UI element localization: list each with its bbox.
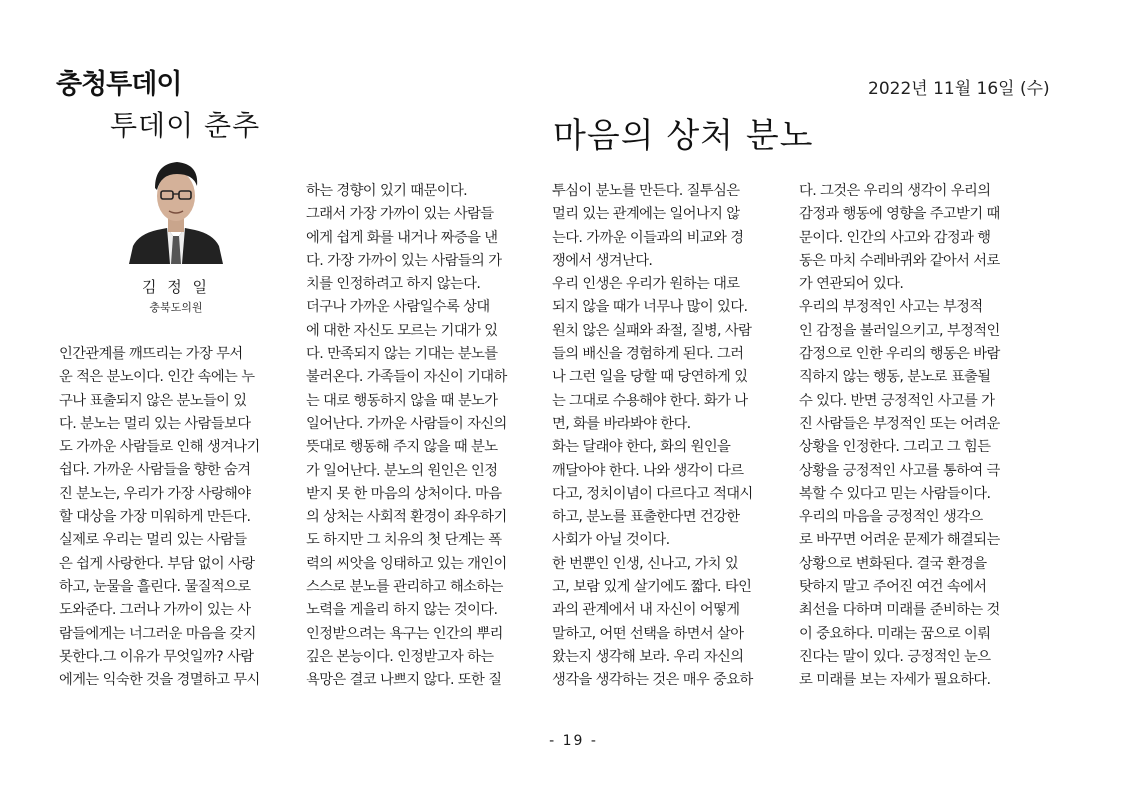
text-line: 운 적은 분노이다. 인간 속에는 누 bbox=[59, 369, 255, 386]
text-line: 인간관계를 깨뜨리는 가장 무서 bbox=[59, 346, 243, 362]
text-line: 깨달아야 한다. 나와 생각이 다르 bbox=[552, 462, 744, 479]
page-number: - 19 - bbox=[549, 733, 598, 749]
article-title: 마음의 상처 분노 bbox=[553, 116, 814, 156]
text-line: 로 미래를 보는 자세가 필요하다. bbox=[799, 672, 991, 689]
text-line: 상황을 긍정적인 사고를 통하여 극 bbox=[799, 462, 1000, 479]
text-line: 문이다. 인간의 사고와 감정과 행 bbox=[799, 229, 991, 246]
text-line: 직하지 않는 행동, 분노로 표출될 bbox=[799, 369, 991, 386]
text-line: 실제로 우리는 멀리 있는 사람들 bbox=[59, 532, 247, 549]
text-line: 진 사람들은 부정적인 또는 어려운 bbox=[799, 415, 1000, 432]
text-column-2 bbox=[306, 180, 542, 693]
text-line: 하는 경향이 있기 때문이다. bbox=[306, 183, 468, 199]
text-line: 우리의 마음을 긍정적인 생각으 bbox=[799, 509, 983, 526]
text-line: 는다. 가까운 이들과의 비교와 경 bbox=[552, 229, 744, 246]
text-line: 뜻대로 행동해 주지 않을 때 분노 bbox=[306, 439, 498, 456]
text-line: 도 하지만 그 치유의 첫 단계는 폭 bbox=[306, 532, 502, 549]
text-line: 치를 인정하려고 하지 않는다. bbox=[306, 276, 481, 293]
text-line: 다고, 정치이념이 다르다고 적대시 bbox=[552, 485, 753, 502]
text-line: 고, 보람 있게 살기에도 짧다. 타인 bbox=[552, 579, 752, 596]
text-line: 할 대상을 가장 미워하게 만든다. bbox=[59, 509, 251, 526]
text-line: 인정받으려는 욕구는 인간의 뿌리 bbox=[306, 625, 503, 642]
text-column-3 bbox=[552, 180, 788, 693]
text-line: 다. 그것은 우리의 생각이 우리의 bbox=[799, 183, 991, 199]
text-line: 말하고, 어떤 선택을 하면서 살아 bbox=[552, 625, 744, 642]
text-line: 노력을 게을리 하지 않는 것이다. bbox=[306, 602, 498, 619]
text-line: 감정과 행동에 영향을 주고받기 때 bbox=[799, 206, 1000, 223]
text-line: 는 대로 행동하지 않을 때 분노가 bbox=[306, 392, 498, 409]
text-line: 이 중요하다. 미래는 꿈으로 이뤄 bbox=[799, 625, 991, 642]
text-line: 왔는지 생각해 보라. 우리 자신의 bbox=[552, 648, 744, 665]
publication-date: 2022년 11월 16일 (수) bbox=[868, 79, 1050, 99]
text-line: 가 연관되어 있다. bbox=[799, 276, 904, 293]
text-line: 우리의 부정적인 사고는 부정적 bbox=[799, 299, 983, 316]
text-line: 로 바꾸면 어려운 문제가 해결되는 bbox=[799, 532, 1000, 549]
text-line: 멀리 있는 관계에는 일어나지 않 bbox=[552, 206, 740, 223]
text-line: 다. 만족되지 않는 기대는 분노를 bbox=[306, 346, 498, 363]
text-line: 받지 못 한 마음의 상처이다. 마음 bbox=[306, 485, 502, 502]
text-line: 우리 인생은 우리가 원하는 대로 bbox=[552, 276, 740, 293]
text-line: 과의 관계에서 내 자신이 어떻게 bbox=[552, 602, 740, 619]
text-line: 화는 달래야 한다, 화의 원인을 bbox=[552, 439, 731, 456]
text-line: 도 가까운 사람들로 인해 생겨나기 bbox=[59, 439, 260, 456]
text-line: 나 그런 일을 당할 때 당연하게 있 bbox=[552, 369, 748, 386]
text-line: 은 쉽게 사랑한다. 부담 없이 사랑 bbox=[59, 555, 255, 572]
text-line: 욕망은 결코 나쁘지 않다. 또한 질 bbox=[306, 672, 502, 689]
text-line: 못한다.그 이유가 무엇일까? 사람 bbox=[59, 648, 254, 665]
text-line: 다. 가장 가까이 있는 사람들의 가 bbox=[306, 252, 502, 269]
text-line: 구나 표출되지 않은 분노들이 있 bbox=[59, 392, 247, 409]
text-column-4 bbox=[799, 180, 1035, 693]
text-line: 에 대한 자신도 모르는 기대가 있 bbox=[306, 322, 498, 339]
text-line: 최선을 다하며 미래를 준비하는 것 bbox=[799, 602, 1000, 619]
text-line: 람들에게는 너그러운 마음을 갖지 bbox=[59, 625, 256, 642]
text-line: 탓하지 말고 주어진 여건 속에서 bbox=[799, 579, 987, 596]
text-line: 인 감정을 불러일으키고, 부정적인 bbox=[799, 322, 1000, 339]
text-line: 진 분노는, 우리가 가장 사랑해야 bbox=[59, 485, 251, 502]
text-line: 스스로 분노를 관리하고 해소하는 bbox=[306, 579, 503, 596]
text-line: 력의 씨앗을 잉태하고 있는 개인이 bbox=[306, 555, 507, 572]
text-line: 투심이 분노를 만든다. 질투심은 bbox=[552, 183, 740, 199]
text-line: 다. 분노는 멀리 있는 사람들보다 bbox=[59, 415, 251, 432]
column-name: 투데이 춘추 bbox=[110, 109, 261, 142]
text-line: 들의 배신을 경험하게 된다. 그러 bbox=[552, 346, 744, 363]
text-line: 하고, 눈물을 흘린다. 물질적으로 bbox=[59, 578, 251, 595]
text-line: 하고, 분노를 표출한다면 건강한 bbox=[552, 509, 740, 526]
author-portrait bbox=[127, 150, 225, 264]
text-line: 상황을 인정한다. 그리고 그 힘든 bbox=[799, 439, 991, 456]
text-line: 깊은 본능이다. 인정받고자 하는 bbox=[306, 648, 494, 665]
text-line: 생각을 생각하는 것은 매우 중요하 bbox=[552, 672, 753, 689]
text-line: 상황으로 변화된다. 결국 환경을 bbox=[799, 555, 987, 572]
text-line: 도와준다. 그러나 가까이 있는 사 bbox=[59, 602, 251, 619]
text-line: 면, 화를 바라봐야 한다. bbox=[552, 415, 691, 432]
text-line: 쉽다. 가까운 사람들을 향한 숨겨 bbox=[59, 462, 251, 479]
author-role: 충북도의원 bbox=[149, 301, 203, 314]
text-line: 는 그대로 수용해야 한다. 화가 나 bbox=[552, 392, 748, 409]
text-line: 에게는 익숙한 것을 경멸하고 무시 bbox=[59, 672, 260, 689]
newspaper-name: 충청투데이 bbox=[56, 69, 182, 100]
text-line: 복할 수 있다고 믿는 사람들이다. bbox=[799, 485, 991, 502]
text-line: 되지 않을 때가 너무나 많이 있다. bbox=[552, 299, 748, 316]
text-line: 그래서 가장 가까이 있는 사람들 bbox=[306, 206, 494, 223]
text-line: 사회가 아닐 것이다. bbox=[552, 532, 670, 549]
text-line: 진다는 말이 있다. 긍정적인 눈으 bbox=[799, 648, 991, 665]
text-line: 쟁에서 생겨난다. bbox=[552, 252, 653, 269]
text-line: 일어난다. 가까운 사람들이 자신의 bbox=[306, 415, 507, 432]
author-name: 김 정 일 bbox=[141, 278, 210, 296]
text-line: 수 있다. 반면 긍정적인 사고를 가 bbox=[799, 392, 995, 409]
text-line: 에게 쉽게 화를 내거나 짜증을 낸 bbox=[306, 229, 498, 246]
text-column-1 bbox=[59, 343, 295, 692]
text-line: 동은 마치 수레바퀴와 같아서 서로 bbox=[799, 252, 1000, 269]
text-line: 의 상처는 사회적 환경이 좌우하기 bbox=[306, 509, 507, 526]
text-line: 가 일어난다. 분노의 원인은 인정 bbox=[306, 462, 498, 479]
text-line: 원치 않은 실패와 좌절, 질병, 사람 bbox=[552, 322, 752, 339]
text-line: 불러온다. 가족들이 자신이 기대하 bbox=[306, 369, 507, 386]
text-line: 감정으로 인한 우리의 행동은 바람 bbox=[799, 346, 1000, 363]
text-line: 한 번뿐인 인생, 신나고, 가치 있 bbox=[552, 555, 739, 572]
text-line: 더구나 가까운 사람일수록 상대 bbox=[306, 299, 490, 316]
